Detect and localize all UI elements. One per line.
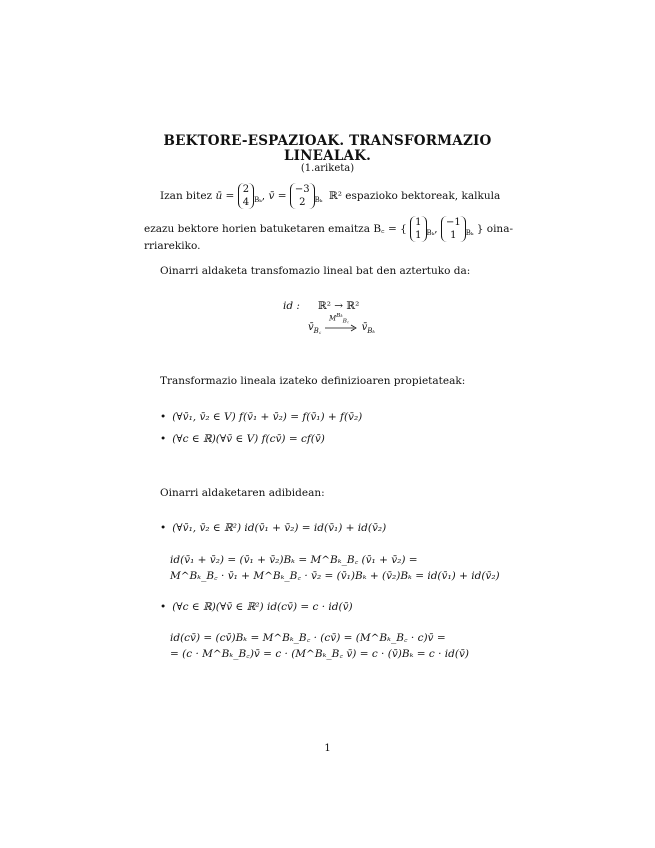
v-label: v̄ = [268,190,287,202]
intro-prefix: Izan bitez [160,190,213,202]
oinarri-paragraph: Oinarri aldaketa transfomazio lineal bat den aztertuko da: [160,265,471,277]
intro-line-1: Izan bitez ū = 2 4 $_{B_k}$, v̄ = −3 2 $_{B_k}$ ℝ² espazioko bektoreak, kalkula [160,184,501,208]
basis-vector-2: −1 1 [441,216,466,242]
example2-line2: = (c · M^Bₖ_B꜀)v̄ = c · (M^Bₖ_B꜀ v̄) = c · (v̄)Bₖ = c · id(v̄) [170,648,469,660]
example1-line1: id(v̄₁ + v̄₂) = (v̄₁ + v̄₂)Bₖ = M^Bₖ_B꜀ (v̄₁ + v̄₂) = [170,554,418,566]
props-heading: Transformazio lineala izateko definizioaren propietateak: [160,375,466,387]
example1-line2: M^Bₖ_B꜀ · v̄₁ + M^Bₖ_B꜀ · v̄₂ = (v̄₁)Bₖ + (v̄₂)Bₖ = id(v̄₁) + id(v̄₂) [170,570,500,582]
intro-text-1: ℝ² espazioko bektoreak, kalkula [329,190,501,202]
document-title-line2: LINEALAK. [283,148,372,164]
example1-bullet: • (∀v̄₁, v̄₂ ∈ ℝ²) id(v̄₁ + v̄₂) = id(v̄₁) + id(v̄₂) [160,522,387,534]
page-number: 1 [324,743,331,754]
u-basis: Bₖ [254,196,262,204]
map-arrow-line: $v̄_{B꜀}$ $v̄_{B_k}$ [308,322,375,335]
example-heading: Oinarri aldaketaren adibidean: [160,487,325,499]
basis-vector-1: 1 1 [410,216,426,242]
example2-line1: id(cv̄) = (cv̄)Bₖ = M^Bₖ_B꜀ · (cv̄) = (M^Bₖ_B꜀ · c)v̄ = [170,632,446,644]
map-matrix-label: $M^{B_k}_{B꜀}$ [329,313,349,325]
map-id-label: id : [283,300,300,312]
v-vector: −3 2 [290,183,315,209]
intro-line-2: ezazu bektore horien batuketaren emaitza B꜀ = { 1 1 $_{B_k}$, −1 1 $_{B_k}$ } oina- [144,217,514,241]
map-spaces: ℝ² → ℝ² [318,300,360,312]
document-title-line1: BEKTORE-ESPAZIOAK. TRANSFORMAZIO [163,133,492,149]
exercise-label: (1.ariketa) [300,163,355,174]
prop-1: • (∀v̄₁, v̄₂ ∈ V) f(v̄₁ + v̄₂) = f(v̄₁) + f(v̄₂) [160,411,363,423]
prop-2: • (∀c ∈ ℝ)(∀v̄ ∈ V) f(cv̄) = cf(v̄) [160,433,325,445]
u-vector: 2 4 [238,183,254,209]
intro-text-3: } oina- [476,223,514,235]
long-arrow-icon [324,324,358,332]
example2-bullet: • (∀c ∈ ℝ)(∀v̄ ∈ ℝ²) id(cv̄) = c · id(v̄) [160,601,353,613]
intro-text-2: ezazu bektore horien batuketaren emaitza B꜀ = { [144,223,407,235]
v-basis: Bₖ [314,196,323,204]
u-label: ū = [215,190,235,202]
intro-text-4: rriarekiko. [144,240,201,252]
